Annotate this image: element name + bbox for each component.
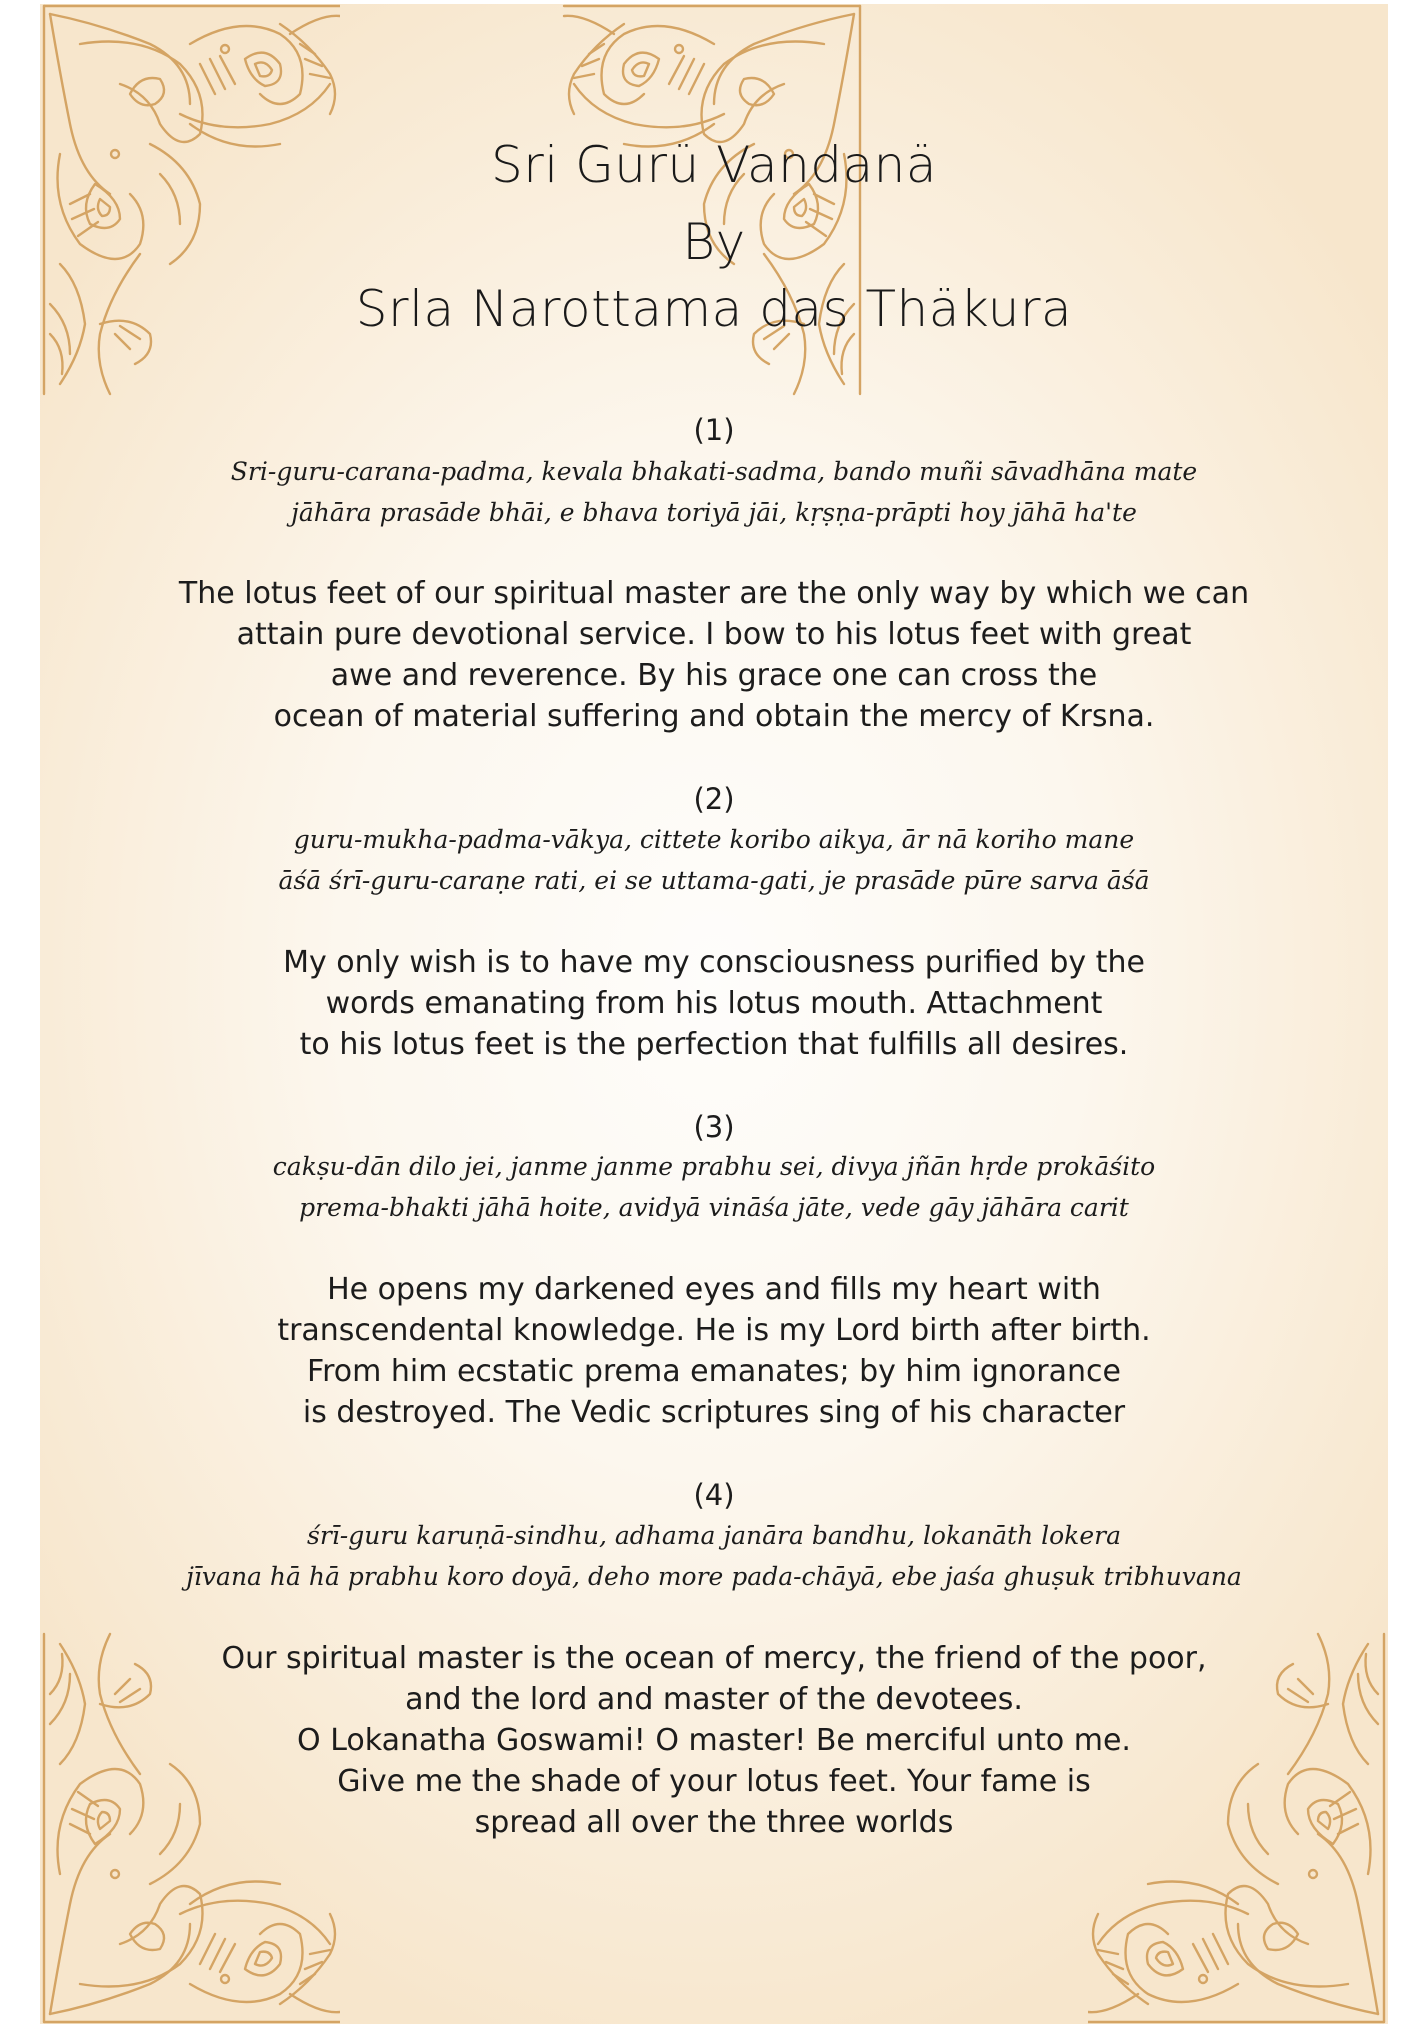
- verse-translation-line: My only wish is to have my consciousness purified by the: [283, 945, 1145, 980]
- verse-transliteration-line: guru-mukha-padma-vākya, cittete koribo aikya, ār nā koriho mane: [293, 825, 1135, 854]
- verse-transliteration-line: cakṣu-dān dilo jei, janme janme prabhu sei, divya jñān hṛde prokāśito: [272, 1152, 1156, 1181]
- verse-transliteration-line: śrī-guru karuṇā-sindhu, adhama janāra bandhu, lokanāth lokera: [306, 1521, 1121, 1550]
- verse-translation-line: transcendental knowledge. He is my Lord birth after birth.: [277, 1313, 1151, 1348]
- verse-number: (4): [693, 1478, 735, 1512]
- verse-translation-line: ocean of material suffering and obtain the mercy of Krsna.: [273, 699, 1155, 734]
- verse-number: (3): [693, 1110, 735, 1144]
- verse-transliteration-line: jāhāra prasāde bhāi, e bhava toriyā jāi, kṛṣṇa-prāpti hoy jāhā ha'te: [291, 498, 1137, 527]
- verse-number: (2): [693, 782, 735, 816]
- verse-transliteration-line: prema-bhakti jāhā hoite, avidyā vināśa jāte, vede gāy jāhāra carit: [299, 1193, 1129, 1222]
- verse-transliteration-line: jīvana hā hā prabhu koro doyā, deho more pada-chāyā, ebe jaśa ghuṣuk tribhuvana: [186, 1562, 1242, 1591]
- verse-number: (1): [693, 413, 735, 447]
- verse-translation-line: words emanating from his lotus mouth. Attachment: [325, 986, 1103, 1021]
- title-line-2: By: [682, 213, 746, 271]
- title-line-1: Sri Gurü Vandanä: [490, 136, 937, 194]
- verse-translation-line: The lotus feet of our spiritual master are the only way by which we can: [178, 576, 1250, 611]
- verse-translation-line: He opens my darkened eyes and fills my heart with: [327, 1272, 1101, 1307]
- prayer-page: [40, 4, 1388, 2024]
- verse-translation-line: Give me the shade of your lotus feet. Your fame is: [337, 1764, 1091, 1799]
- verse-translation-line: Our spiritual master is the ocean of mercy, the friend of the poor,: [221, 1641, 1207, 1676]
- verse-translation-line: attain pure devotional service. I bow to his lotus feet with great: [236, 617, 1192, 652]
- verse-transliteration-line: āśā śrī-guru-caraṇe rati, ei se uttama-gati, je prasāde pūre sarva āśā: [278, 866, 1150, 895]
- verse-transliteration-line: Sri-guru-carana-padma, kevala bhakati-sadma, bando muñi sāvadhāna mate: [230, 457, 1198, 486]
- verse-translation-line: and the lord and master of the devotees.: [405, 1682, 1023, 1717]
- verse-translation-line: awe and reverence. By his grace one can cross the: [330, 658, 1098, 693]
- verse-translation-line: O Lokanatha Goswami! O master! Be merciful unto me.: [297, 1723, 1131, 1758]
- paisley-corner-ornament-icon: [40, 4, 1388, 404]
- verse-translation-line: is destroyed. The Vedic scriptures sing of his character: [302, 1395, 1126, 1430]
- verse-translation-line: to his lotus feet is the perfection that fulfills all desires.: [299, 1027, 1129, 1062]
- title-line-3: Srla Narottama das Thäkura: [355, 280, 1073, 338]
- verse-translation-line: From him ecstatic prema emanates; by him ignorance: [307, 1354, 1121, 1389]
- verse-translation-line: spread all over the three worlds: [474, 1805, 954, 1840]
